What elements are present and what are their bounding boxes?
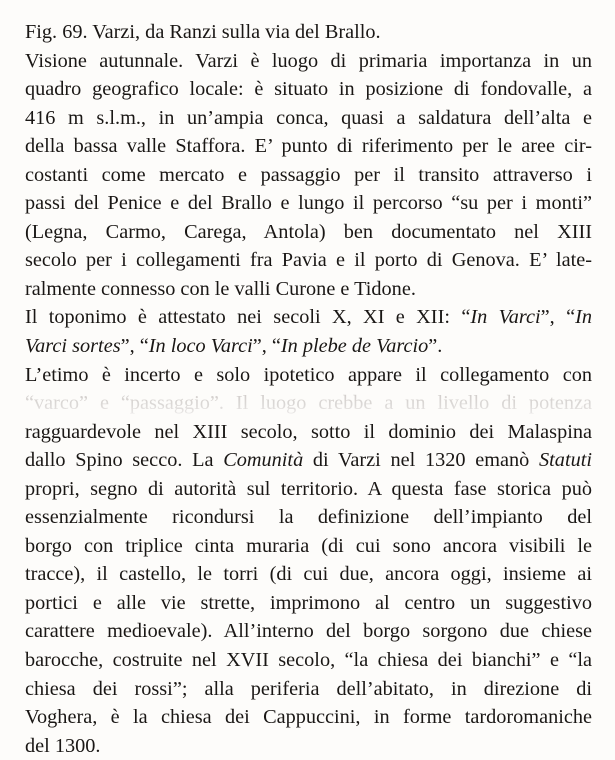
- text-line: del 1300.: [25, 734, 101, 757]
- page-text-block: [25, 18, 592, 760]
- text-line: “varco” e “passaggio”. Il luogo crebbe a un livello di potenza: [25, 389, 592, 418]
- italic-phrase: Varci sortes: [25, 335, 121, 358]
- text-line: barocche, costruite nel XVII secolo, “la chiesa dei bianchi” e “la: [25, 649, 592, 672]
- text-run: di Varzi nel 1320 emanò: [303, 449, 540, 472]
- text-run: ”.: [428, 335, 443, 358]
- text-run: ”, “: [120, 335, 149, 358]
- text-line: secolo per i collegamenti fra Pavia e il porto di Genova. E’ late-: [25, 249, 592, 272]
- italic-phrase: Comunità: [223, 449, 304, 472]
- text-line: [25, 332, 592, 361]
- text-line: chiesa dei rossi”; alla periferia dell’abitato, in direzione di: [25, 677, 592, 700]
- italic-phrase: Statuti: [539, 449, 592, 472]
- text-run: ”, “: [252, 335, 281, 358]
- text-line: borgo con triplice cinta muraria (di cui sono ancora visibili le: [25, 534, 592, 557]
- italic-phrase: In loco Varci: [148, 335, 253, 358]
- figure-caption-line: Fig. 69. Varzi, da Ranzi sulla via del Brallo.: [25, 21, 381, 43]
- text-line: passi del Penice e del Brallo e lungo il percorso “su per i monti”: [25, 192, 592, 215]
- text-line: Voghera, è la chiesa dei Cappuccini, in forme tardoromaniche: [25, 706, 592, 729]
- text-line: essenzialmente ricondursi la definizione dell’impianto del: [25, 506, 592, 529]
- text-line: quadro geografico locale: è situato in posizione di fondovalle, a: [25, 78, 592, 101]
- text-line: (Legna, Carmo, Carega, Antola) ben documentato nel XIII: [25, 220, 592, 243]
- text-run: ”, “: [540, 306, 576, 329]
- text-line: 416 m s.l.m., in un’ampia conca, quasi a saldatura dell’alta e: [25, 106, 592, 129]
- text-line: ragguardevole nel XIII secolo, sotto il dominio dei Malaspina: [25, 420, 592, 443]
- text-line: L’etimo è incerto e solo ipotetico appare il collegamento con: [25, 363, 592, 386]
- text-run: Il toponimo è attestato nei secoli X, XI e XII: “: [25, 306, 471, 329]
- text-line: tracce), il castello, le torri (di cui due, ancora oggi, insieme ai: [25, 563, 592, 586]
- text-line: [25, 446, 592, 475]
- text-line: della bassa valle Staffora. E’ punto di riferimento per le aree cir-: [25, 135, 592, 158]
- italic-phrase: In plebe de Varcio: [280, 335, 429, 358]
- text-line: costanti come mercato e passaggio per il transito attraverso i: [25, 163, 592, 186]
- italic-phrase: In: [575, 306, 592, 329]
- text-line: [25, 303, 592, 332]
- text-line: carattere medioevale). All’interno del borgo sorgono due chiese: [25, 620, 592, 643]
- text-line: Visione autunnale. Varzi è luogo di primaria importanza in un: [25, 49, 592, 72]
- italic-phrase: In Varci: [470, 306, 541, 329]
- text-run: dallo Spino secco. La: [25, 449, 224, 472]
- text-line: propri, segno di autorità sul territorio. A questa fase storica può: [25, 477, 592, 500]
- text-line: portici e alle vie strette, imprimono al centro un suggestivo: [25, 591, 592, 614]
- text-line: ralmente connesso con le valli Curone e Tidone.: [25, 277, 416, 300]
